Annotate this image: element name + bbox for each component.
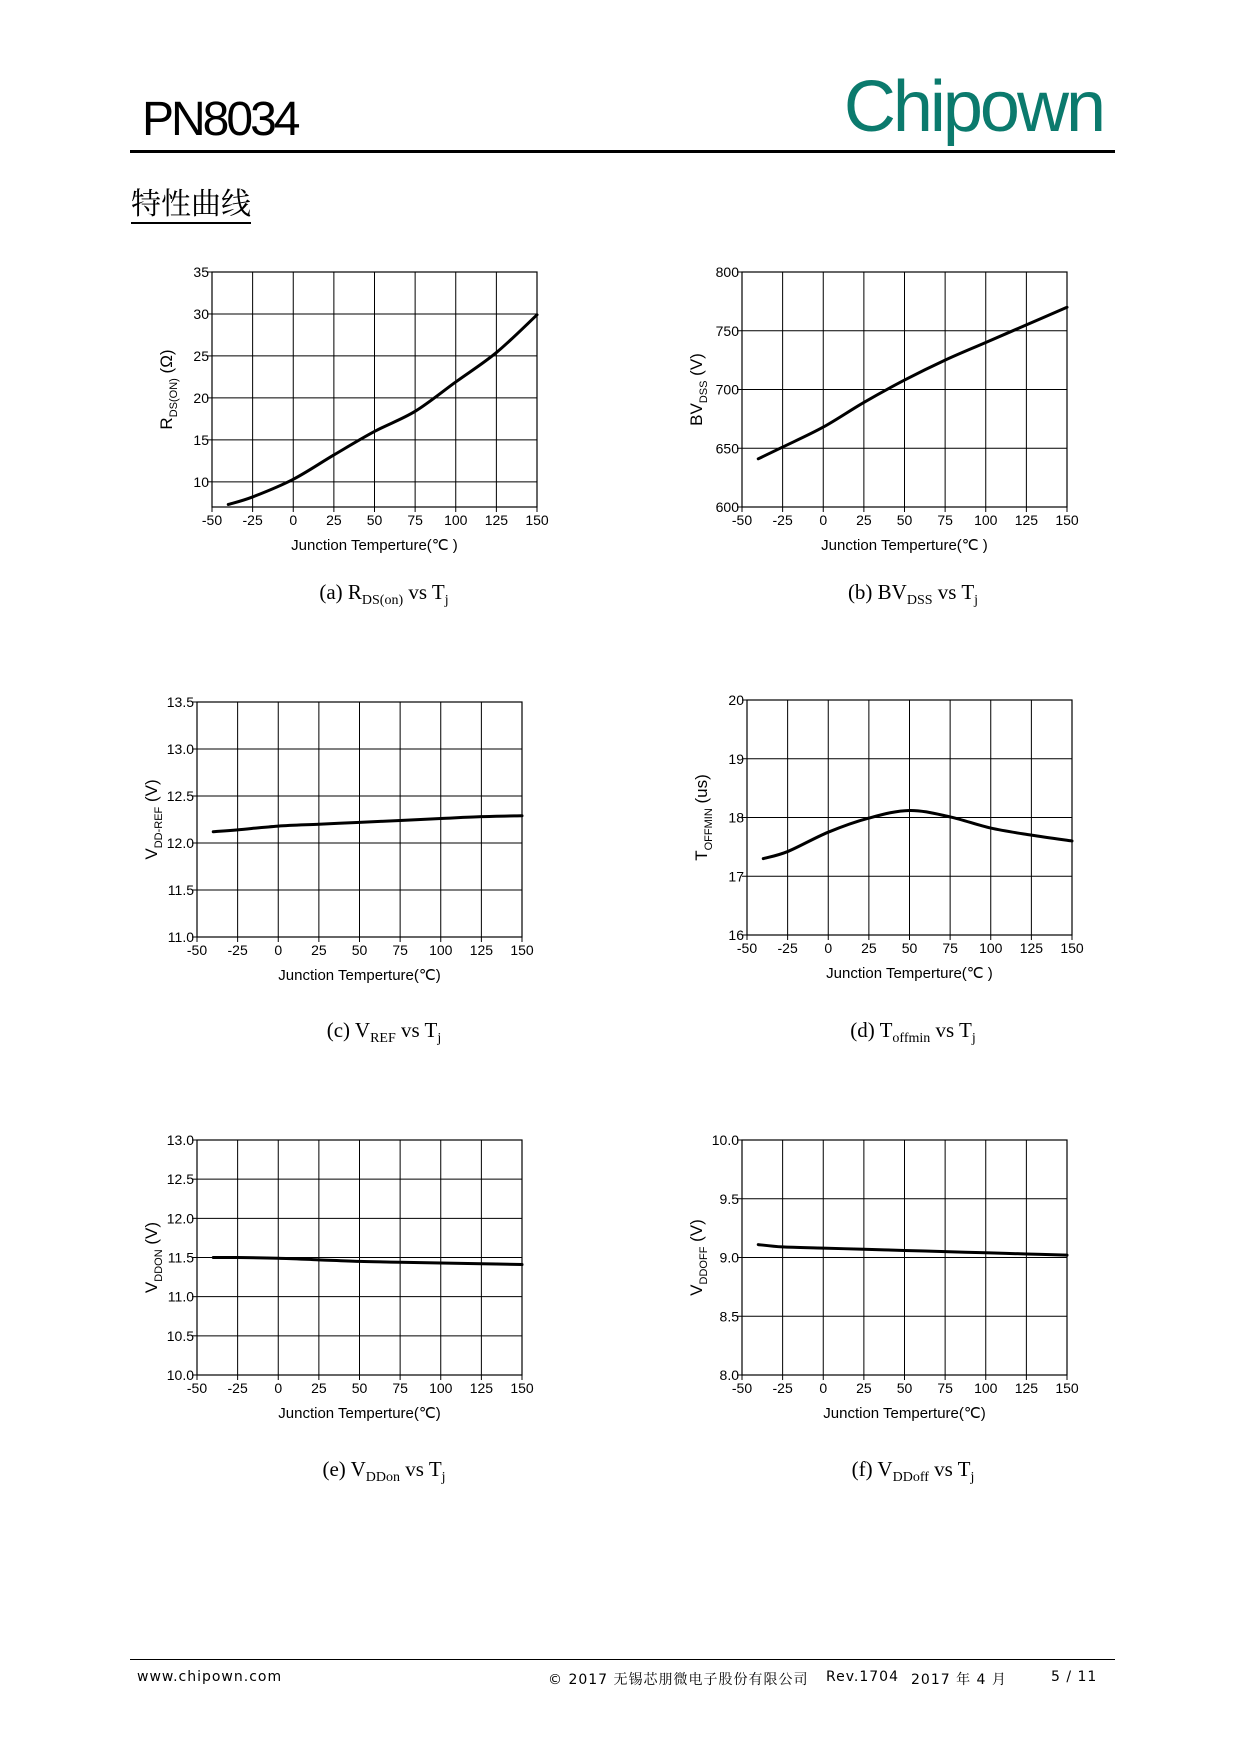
- x-tick-label: -25: [227, 942, 248, 958]
- series-line: [213, 1257, 522, 1264]
- caption-part: vs T: [400, 1457, 442, 1481]
- y-tick-label: 16: [728, 927, 744, 943]
- x-tick-label: 50: [366, 512, 383, 528]
- series-line: [228, 315, 537, 505]
- y-tick-label: 11.0: [167, 1288, 194, 1305]
- y-tick-label: 10.5: [166, 1327, 194, 1344]
- y-tick-label: 700: [715, 381, 739, 398]
- x-tick-label: 0: [819, 512, 828, 528]
- chart-svg: [680, 262, 1080, 562]
- y-axis-sub: DDON: [153, 1249, 165, 1282]
- y-tick-label: 18: [728, 809, 744, 826]
- x-tick-label: -25: [772, 512, 793, 528]
- caption-part: (b) BV: [847, 580, 907, 604]
- caption-part: DDoff: [892, 1470, 929, 1485]
- caption-part: (d) T: [850, 1018, 893, 1042]
- y-axis-unit: (V): [687, 1219, 706, 1247]
- y-axis-sub: DD-REF: [153, 806, 165, 849]
- x-tick-label: 100: [974, 512, 998, 528]
- caption-b: [763, 580, 1063, 609]
- caption-part: DDon: [365, 1470, 401, 1485]
- x-tick-label: -25: [227, 1380, 248, 1396]
- y-axis-unit: (V): [142, 1221, 161, 1250]
- y-axis-main: BV: [687, 403, 706, 426]
- y-axis-sub: DS(ON): [168, 378, 180, 418]
- caption-part: vs T: [932, 580, 975, 604]
- x-tick-label: 0: [824, 940, 833, 956]
- x-tick-label: -50: [731, 1380, 753, 1396]
- x-tick-label: 0: [274, 942, 283, 958]
- y-tick-label: 20: [728, 692, 744, 708]
- caption-part: (a) R: [319, 580, 362, 604]
- chart-vref: [135, 692, 535, 992]
- chart-svg: [150, 262, 550, 562]
- x-tick-label: -25: [772, 1380, 793, 1396]
- x-tick-label: -50: [736, 940, 758, 956]
- x-axis-title: Junction Temperture(℃ ): [826, 965, 993, 982]
- x-tick-label: -50: [201, 512, 223, 528]
- chart-svg: [135, 692, 535, 992]
- x-tick-label: 125: [1014, 1380, 1039, 1396]
- y-axis-title: [692, 774, 715, 861]
- x-tick-label: 50: [351, 1380, 368, 1396]
- y-tick-label: 600: [715, 499, 739, 515]
- x-tick-label: 100: [979, 940, 1003, 956]
- x-tick-label: 125: [484, 512, 509, 528]
- y-tick-label: 10.0: [166, 1367, 194, 1383]
- y-tick-label: 10.0: [711, 1132, 739, 1148]
- x-tick-label: 25: [311, 1380, 327, 1396]
- chart-vddon: [135, 1130, 535, 1430]
- y-tick-label: 9.5: [719, 1190, 739, 1207]
- y-axis-title: [142, 1222, 165, 1293]
- y-tick-label: 12.5: [166, 788, 194, 804]
- x-tick-label: 75: [392, 942, 408, 958]
- caption-d: [763, 1018, 1063, 1047]
- series-line: [758, 1245, 1067, 1256]
- part-number: PN8034: [142, 93, 298, 146]
- x-tick-label: 150: [1055, 512, 1079, 528]
- x-tick-label: 150: [1055, 1380, 1079, 1396]
- y-axis-unit: (Ω): [157, 349, 176, 379]
- x-tick-label: 50: [896, 1380, 913, 1396]
- y-axis-sub: DSS: [698, 380, 710, 404]
- y-tick-label: 750: [715, 322, 739, 339]
- y-tick-label: 10: [193, 473, 209, 490]
- x-tick-label: 0: [274, 1380, 283, 1396]
- caption-part: (e) V: [322, 1457, 366, 1481]
- x-tick-label: 50: [896, 512, 913, 528]
- y-axis-main: R: [157, 417, 176, 430]
- x-axis-title: Junction Temperture(℃): [278, 1405, 441, 1422]
- x-tick-label: 100: [429, 1380, 453, 1396]
- chart-bvdss: [680, 262, 1080, 562]
- caption-part: j: [444, 593, 449, 608]
- chart-rds-on: [150, 262, 550, 562]
- x-tick-label: 50: [901, 940, 918, 956]
- section-title: 特性曲线: [131, 187, 251, 222]
- footer-date: 2017 年 4 月: [911, 1672, 1007, 1688]
- x-tick-label: 50: [351, 942, 368, 958]
- y-axis-sub: DDOFF: [698, 1246, 710, 1285]
- caption-part: DS(on): [361, 593, 404, 608]
- y-axis-sub: OFFMIN: [703, 808, 715, 851]
- x-tick-label: 75: [937, 512, 953, 528]
- y-axis-main: V: [142, 848, 161, 860]
- x-tick-label: 125: [1014, 512, 1039, 528]
- footer-page: 5 / 11: [1051, 1669, 1098, 1685]
- series-line: [213, 816, 522, 832]
- x-tick-label: -50: [731, 512, 753, 528]
- x-tick-label: 0: [819, 1380, 828, 1396]
- x-tick-label: -25: [242, 512, 263, 528]
- y-tick-label: 17: [728, 868, 744, 885]
- x-tick-label: 25: [856, 512, 872, 528]
- x-tick-label: 25: [311, 942, 327, 958]
- caption-part: DSS: [906, 593, 933, 608]
- x-tick-label: 25: [856, 1380, 872, 1396]
- y-tick-label: 11.5: [167, 1249, 194, 1266]
- caption-e: [234, 1457, 534, 1486]
- y-tick-label: 650: [715, 440, 739, 457]
- chart-svg: [685, 690, 1085, 990]
- y-tick-label: 20: [193, 389, 209, 406]
- series-line: [758, 307, 1067, 459]
- y-tick-label: 800: [715, 264, 739, 280]
- x-tick-label: -25: [777, 940, 798, 956]
- y-tick-label: 13.5: [166, 694, 194, 710]
- y-axis-main: V: [142, 1281, 161, 1294]
- x-tick-label: 125: [469, 1380, 494, 1396]
- footer-revision: Rev.1704: [826, 1669, 899, 1685]
- footer-rule: [130, 1659, 1115, 1660]
- x-tick-label: 150: [510, 942, 534, 958]
- x-tick-label: 150: [510, 1380, 534, 1396]
- y-tick-label: 35: [193, 264, 209, 280]
- caption-part: j: [970, 1470, 975, 1485]
- y-tick-label: 13.0: [166, 1132, 194, 1148]
- y-axis-main: V: [687, 1284, 706, 1296]
- y-tick-label: 25: [193, 347, 209, 364]
- y-tick-label: 12.0: [166, 835, 194, 851]
- y-axis-title: [687, 1219, 710, 1296]
- x-tick-label: 75: [407, 512, 423, 528]
- y-axis-unit: (V): [142, 779, 161, 807]
- caption-f: [763, 1457, 1063, 1486]
- caption-part: vs T: [395, 1018, 438, 1042]
- caption-part: j: [441, 1470, 446, 1485]
- x-tick-label: 150: [1060, 940, 1084, 956]
- x-tick-label: 75: [942, 940, 958, 956]
- x-tick-label: 25: [326, 512, 342, 528]
- x-axis-title: Junction Temperture(℃ ): [821, 537, 988, 554]
- x-tick-label: 150: [525, 512, 549, 528]
- chart-toffmin: [685, 690, 1085, 990]
- y-axis-title: [687, 353, 710, 426]
- x-tick-label: 100: [974, 1380, 998, 1396]
- x-tick-label: 100: [429, 942, 453, 958]
- brand-logo: Chipown: [843, 67, 1103, 147]
- x-tick-label: 125: [469, 942, 494, 958]
- x-axis-title: Junction Temperture(℃ ): [291, 537, 458, 554]
- chart-svg: [135, 1130, 535, 1430]
- y-axis-main: T: [692, 850, 711, 861]
- caption-part: offmin: [892, 1031, 931, 1046]
- y-tick-label: 12.5: [166, 1171, 194, 1188]
- y-axis-unit: (V): [687, 353, 706, 381]
- caption-c: [234, 1018, 534, 1047]
- y-axis-unit: (us): [692, 774, 711, 809]
- y-tick-label: 11.5: [167, 882, 194, 898]
- y-tick-label: 19: [728, 750, 744, 767]
- y-tick-label: 8.0: [719, 1367, 739, 1383]
- x-tick-label: 125: [1019, 940, 1044, 956]
- footer-website[interactable]: www.chipown.com: [137, 1669, 283, 1685]
- y-tick-label: 9.0: [719, 1249, 739, 1266]
- chart-vddoff: [680, 1130, 1080, 1430]
- caption-part: j: [971, 1031, 976, 1046]
- x-tick-label: 25: [861, 940, 877, 956]
- x-axis-title: Junction Temperture(℃): [823, 1405, 986, 1422]
- y-axis-title: [142, 779, 165, 859]
- caption-part: j: [437, 1031, 442, 1046]
- caption-a: [234, 580, 534, 609]
- caption-part: vs T: [928, 1457, 971, 1481]
- y-tick-label: 11.0: [167, 929, 194, 945]
- caption-part: vs T: [930, 1018, 972, 1042]
- caption-part: vs T: [403, 580, 445, 604]
- x-tick-label: 75: [937, 1380, 953, 1396]
- x-tick-label: 0: [289, 512, 298, 528]
- caption-part: REF: [370, 1031, 396, 1046]
- caption-part: j: [974, 593, 979, 608]
- x-tick-label: 75: [392, 1380, 408, 1396]
- x-tick-label: 100: [444, 512, 468, 528]
- caption-part: (c) V: [326, 1018, 371, 1042]
- header-rule: [130, 150, 1115, 153]
- y-tick-label: 12.0: [166, 1210, 194, 1227]
- footer-copyright: © 2017 无锡芯朋微电子股份有限公司: [548, 1672, 809, 1688]
- y-tick-label: 13.0: [166, 741, 194, 757]
- x-tick-label: -50: [186, 1380, 208, 1396]
- caption-part: (f) V: [851, 1457, 893, 1481]
- y-tick-label: 30: [193, 305, 209, 322]
- x-axis-title: Junction Temperture(℃): [278, 967, 441, 984]
- y-axis-title: [157, 349, 180, 429]
- y-tick-label: 15: [193, 431, 209, 448]
- y-tick-label: 8.5: [719, 1308, 739, 1325]
- x-tick-label: -50: [186, 942, 208, 958]
- chart-svg: [680, 1130, 1080, 1430]
